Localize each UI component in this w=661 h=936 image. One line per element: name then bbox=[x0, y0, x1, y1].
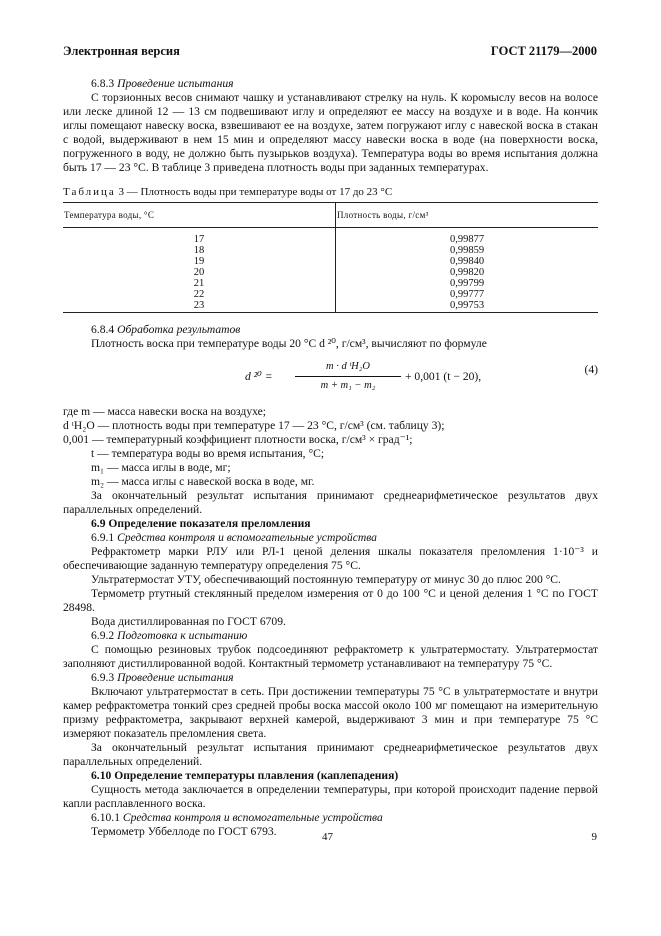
definition-item: 0,001 — температурный коэффициент плотности воска, г/см³ × град⁻¹; bbox=[63, 433, 413, 446]
temperature-cell: 21 bbox=[63, 278, 336, 289]
density-cell: 0,99820 bbox=[449, 267, 485, 278]
fraction-bar bbox=[295, 376, 401, 377]
thermometer-item: Термометр ртутный стеклянный пределом измерения от 0 до 100 °С и ценой деления 1 °С по ГОСТ 28498. bbox=[63, 587, 598, 614]
wax-density-formula bbox=[63, 359, 598, 399]
section-title: Обработка результатов bbox=[117, 323, 241, 336]
header-edition: Электронная версия bbox=[63, 44, 180, 58]
section-number: 6.9.2 bbox=[91, 629, 115, 642]
density-cell: 0,99777 bbox=[449, 289, 485, 300]
page-number-right: 9 bbox=[591, 831, 597, 843]
density-cell: 0,99753 bbox=[336, 300, 599, 313]
page-number-center: 47 bbox=[322, 831, 333, 843]
formula-intro: Плотность воска при температуре воды 20 °С d ²⁰, г/см³, вычисляют по формуле bbox=[91, 337, 487, 350]
formula-numerator: m · d ᵗH₂O bbox=[326, 361, 370, 372]
definition-item: где m — масса навески воска на воздухе; bbox=[63, 405, 266, 418]
formula-lhs: d ²⁰ = bbox=[245, 370, 273, 383]
section-6-10-1-heading bbox=[63, 811, 598, 825]
section-6-10-heading: 6.10 Определение температуры плавления (каплепадения) bbox=[91, 769, 399, 782]
definition-item: m₁ — масса иглы в воде, мг; bbox=[91, 461, 231, 474]
density-cell: 0,99799 bbox=[449, 278, 485, 289]
table-row bbox=[63, 300, 598, 313]
section-title: Проведение испытания bbox=[117, 671, 234, 684]
formula-remainder: + 0,001 (t − 20), bbox=[405, 370, 482, 383]
table-caption-text: 3 — Плотность воды при температуре воды от 17 до 23 °С bbox=[118, 186, 393, 198]
section-6-9-heading: 6.9 Определение показателя преломления bbox=[91, 517, 311, 530]
section-title: Подготовка к испытанию bbox=[117, 629, 248, 642]
section-6-8-4-heading bbox=[63, 323, 598, 337]
section-title: Средства контроля и вспомогательные устройства bbox=[122, 811, 383, 824]
definition-item: d ᵗH₂O — плотность воды при температуре 17 — 23 °С, г/см³ (см. таблицу 3); bbox=[63, 419, 445, 432]
table-row bbox=[63, 245, 598, 256]
section-number: 6.9.1 bbox=[91, 531, 115, 544]
formula-denominator: m + m₁ − m₂ bbox=[320, 380, 376, 391]
section-6-9-3-result: За окончательный результат испытания принимают среднеарифметическое результатов двух параллельных определений. bbox=[63, 741, 598, 768]
table-row bbox=[63, 289, 598, 300]
column-header-density: Плотность воды, г/см³ bbox=[336, 203, 599, 228]
temperature-cell: 20 bbox=[63, 267, 336, 278]
definition-item: m₂ — масса иглы с навеской воска в воде, мг. bbox=[91, 475, 315, 488]
formula-number: (4) bbox=[584, 363, 598, 376]
distilled-water-item: Вода дистиллированная по ГОСТ 6709. bbox=[91, 615, 286, 628]
section-number: 6.10.1 bbox=[91, 811, 120, 824]
formula-fraction bbox=[295, 359, 401, 394]
density-cell: 0,99877 bbox=[449, 234, 485, 245]
section-6-8-3-heading bbox=[63, 77, 598, 91]
section-number: 6.9.3 bbox=[91, 671, 115, 684]
table-caption-word: Таблица bbox=[63, 186, 116, 198]
section-title: Средства контроля и вспомогательные устройства bbox=[117, 531, 377, 544]
section-6-9-3-heading bbox=[63, 671, 598, 685]
result-statement: За окончательный результат испытания принимают среднеарифметическое результатов двух параллельных определений. bbox=[63, 489, 598, 516]
ultrathermostat-item: Ультратермостат УТУ, обеспечивающий постоянную температуру от минус 30 до плюс 200 °С. bbox=[91, 573, 561, 586]
table-row bbox=[63, 267, 598, 278]
section-6-10-1-text: Термометр Уббеллоде по ГОСТ 6793. bbox=[91, 825, 277, 838]
section-6-10-text: Сущность метода заключается в определении температуры, при которой происходит падение первой капли расплавленного воска. bbox=[63, 783, 598, 810]
temperature-cell: 18 bbox=[63, 245, 336, 256]
table-row bbox=[63, 278, 598, 289]
header-standard: ГОСТ 21179—2000 bbox=[490, 44, 597, 58]
section-title: Проведение испытания bbox=[117, 77, 234, 90]
section-6-8-3-text: С торзионных весов снимают чашку и устанавливают стрелку на нуль. К коромыслу весов на волосе или леске длиной 12 — 13 см подвешивают иглу и определяют ее массу на воздухе и в воде. На кончик иглы помещают навеску воска, взвешивают ее на воздухе, затем погружают иглу с навеской воска в стакан с водой, выдерживают в нем 15 мин и определяют массу навески воска в воде (на поверхности воска, погруженного в воду, не должно быть пузырьков воздуха). Температура воды во время испытания должна быть 17 — 23 °С. В таблице 3 приведена плотность воды при заданных температурах. bbox=[63, 91, 598, 174]
water-density-table bbox=[63, 202, 598, 313]
column-header-temperature: Температура воды, °С bbox=[63, 203, 336, 228]
density-cell: 0,99840 bbox=[449, 256, 485, 267]
section-6-9-2-text: С помощью резиновых трубок подсоединяют рефрактометр к ультратермостату. Ультратермостат заполняют дистиллированной водой. Контактный термометр устанавливают на температуру 75 °С. bbox=[63, 643, 598, 670]
section-number: 6.8.4 bbox=[91, 323, 115, 336]
section-6-9-3-text: Включают ультратермостат в сеть. При достижении температуры 75 °С в ультратермостате и внутри камер рефрактометра тонкий срез средней пробы воска массой около 100 мг помещают на измерительную призму рефрактометра, закрывают верхней камерой, выдерживают 3 мин и при температуре 75 °С измеряют показатель преломления света. bbox=[63, 685, 598, 740]
definition-item: t — температура воды во время испытания, °С; bbox=[91, 447, 325, 460]
temperature-cell: 19 bbox=[63, 256, 336, 267]
density-cell: 0,99859 bbox=[449, 245, 485, 256]
formula-definitions bbox=[63, 405, 598, 489]
section-6-9-1-heading bbox=[63, 531, 598, 545]
refractometer-item: Рефрактометр марки РЛУ или РЛ-1 ценой деления шкалы показателя преломления 1·10⁻³ и обеспечивающие заданную температуру определения 75 °С. bbox=[63, 545, 598, 572]
section-6-9-2-heading bbox=[63, 629, 598, 643]
document-body bbox=[63, 77, 598, 839]
temperature-cell: 23 bbox=[63, 300, 336, 313]
table-row bbox=[63, 256, 598, 267]
temperature-cell: 17 bbox=[63, 228, 336, 246]
temperature-cell: 22 bbox=[63, 289, 336, 300]
table-3-caption bbox=[63, 185, 598, 199]
table-row bbox=[63, 228, 598, 246]
section-number: 6.8.3 bbox=[91, 77, 115, 90]
